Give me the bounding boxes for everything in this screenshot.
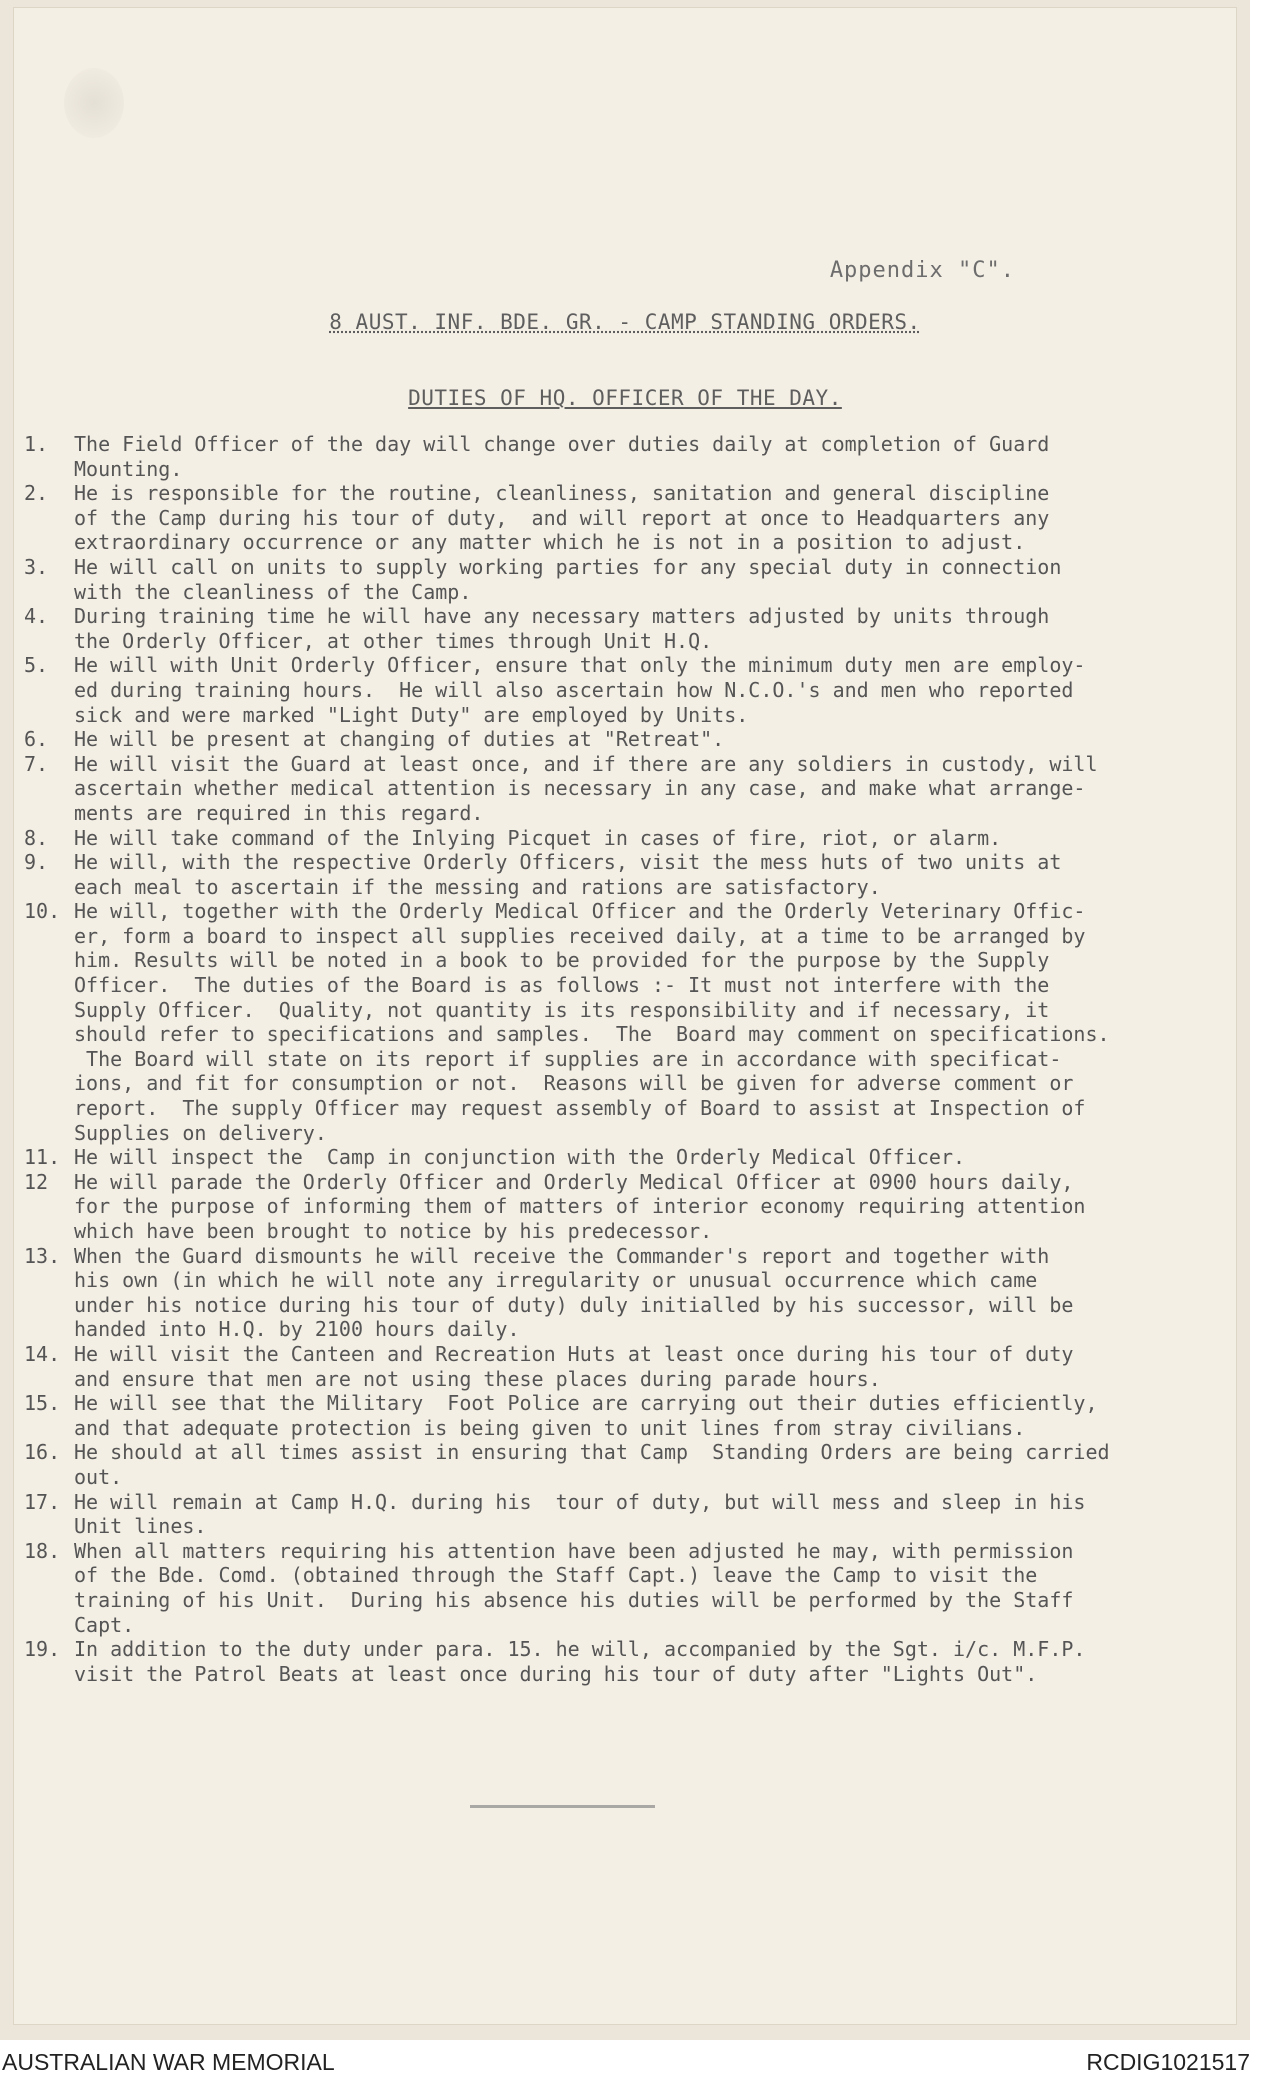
duty-number: 4. xyxy=(24,604,49,629)
duty-text: During training time he will have any necessary matters adjusted by units through the Orderly Officer, at other times through Unit H.Q. xyxy=(74,604,1050,653)
duty-item xyxy=(24,604,1159,653)
duty-item xyxy=(24,1490,1159,1539)
duty-item xyxy=(24,899,1159,1145)
duty-number: 18. xyxy=(24,1538,61,1563)
duty-number: 14. xyxy=(24,1341,61,1366)
duty-item xyxy=(24,1539,1159,1637)
duty-number: 19. xyxy=(24,1637,61,1662)
duty-item xyxy=(24,727,1159,752)
duty-item xyxy=(24,1244,1159,1342)
duty-item xyxy=(24,481,1159,555)
duty-text: He will, together with the Orderly Medical Officer and the Orderly Veterinary Offic- er, form a board to inspect all supplies received daily, at a time to be arranged by him. Results will be noted in a book to be provided for the purpose by the Supply Officer. The duties of the Board is as follows :- It must not interfere with the Supply Officer. Quality, not quantity is its responsibility and if necessary, it should refer to specifications and samples. The Board may comment on specifications. The Board will state on its report if supplies are in accordance with specificat- ions, and fit for consumption or not. Reasons will be given for adverse comment or report. The supply Officer may request assembly of Board to assist at Inspection of Supplies on delivery. xyxy=(74,899,1110,1145)
document-title: 8 AUST. INF. BDE. GR. - CAMP STANDING ORDERS. xyxy=(329,310,921,334)
duty-number: 5. xyxy=(24,653,49,678)
duty-number: 12 xyxy=(24,1169,49,1194)
duty-number: 7. xyxy=(24,751,49,776)
duty-item xyxy=(24,850,1159,899)
duty-text: When all matters requiring his attention have been adjusted he may, with permission of the Bde. Comd. (obtained through the Staff Capt.) leave the Camp to visit the training of his Unit. During his absence his duties will be performed by the Staff Capt. xyxy=(74,1538,1074,1637)
duty-item xyxy=(24,653,1159,727)
duty-item xyxy=(24,752,1159,826)
duty-item xyxy=(24,1170,1159,1244)
duty-text: He will be present at changing of duties at "Retreat". xyxy=(74,727,725,752)
duty-item xyxy=(24,826,1159,851)
duty-text: He will visit the Guard at least once, and if there are any soldiers in custody, will ascertain whether medical attention is necessary in any case, and make what arrange- ments are required in this regard. xyxy=(74,751,1098,825)
duty-number: 6. xyxy=(24,727,49,752)
duty-number: 1. xyxy=(24,432,49,456)
duty-text: He will, with the respective Orderly Officers, visit the mess huts of two units at each meal to ascertain if the messing and rations are satisfactory. xyxy=(74,850,1062,899)
duty-text: The Field Officer of the day will change over duties daily at completion of Guard Mounting. xyxy=(74,432,1050,481)
duty-text: He will take command of the Inlying Picquet in cases of fire, riot, or alarm. xyxy=(74,825,1002,850)
duty-text: He should at all times assist in ensuring that Camp Standing Orders are being carried out. xyxy=(74,1440,1110,1489)
duty-item xyxy=(24,432,1159,481)
duty-number: 10. xyxy=(24,899,61,924)
duty-text: When the Guard dismounts he will receive the Commander's report and together with his own (in which he will note any irregularity or unusual occurrence which came under his notice during his tour of duty) duly initialled by his successor, will be handed into H.Q. by 2100 hours daily. xyxy=(74,1243,1074,1342)
document-subtitle: DUTIES OF HQ. OFFICER OF THE DAY. xyxy=(408,386,842,410)
duty-number: 2. xyxy=(24,481,49,506)
duty-number: 16. xyxy=(24,1440,61,1465)
duty-number: 8. xyxy=(24,825,49,850)
duty-number: 11. xyxy=(24,1145,61,1170)
duty-text: He will remain at Camp H.Q. during his tour of duty, but will mess and sleep in his Unit lines. xyxy=(74,1489,1086,1539)
duty-text: He will with Unit Orderly Officer, ensure that only the minimum duty men are employ- ed during training hours. He will also ascertain how N.C.O.'s and men who reported sick and were marked "Light Duty" are employed by Units. xyxy=(74,653,1086,727)
duty-text: He will parade the Orderly Officer and Orderly Medical Officer at 0900 hours daily, for the purpose of informing them of matters of interior economy requiring attention which have been brought to notice by his predecessor. xyxy=(74,1169,1086,1243)
duty-item xyxy=(24,1637,1159,1686)
duty-item xyxy=(24,555,1159,604)
duty-number: 17. xyxy=(24,1489,61,1514)
duty-number: 9. xyxy=(24,850,49,875)
closing-rule xyxy=(470,1805,655,1808)
footer xyxy=(0,2042,1250,2082)
footer-record-id: RCDIG1021517 xyxy=(1086,2048,1250,2075)
duty-text: He will call on units to supply working parties for any special duty in connection with the cleanliness of the Camp. xyxy=(74,554,1062,604)
duties-list xyxy=(24,432,1159,1686)
paper-stain xyxy=(64,68,124,138)
duty-number: 15. xyxy=(24,1391,61,1416)
duty-item xyxy=(24,1145,1159,1170)
duty-item xyxy=(24,1391,1159,1440)
duty-number: 13. xyxy=(24,1243,61,1268)
duty-item xyxy=(24,1342,1159,1391)
footer-institution: AUSTRALIAN WAR MEMORIAL xyxy=(2,2048,335,2075)
duty-item xyxy=(24,1440,1159,1489)
duty-text: In addition to the duty under para. 15. he will, accompanied by the Sgt. i/c. M.F.P. visit the Patrol Beats at least once during his tour of duty after "Lights Out". xyxy=(74,1637,1086,1686)
duty-text: He will inspect the Camp in conjunction with the Orderly Medical Officer. xyxy=(74,1145,966,1170)
duty-text: He is responsible for the routine, cleanliness, sanitation and general discipline of the Camp during his tour of duty, and will report at once to Headquarters any extraordinary occurrence or any matter which he is not in a position to adjust. xyxy=(74,481,1050,555)
duty-text: He will see that the Military Foot Police are carrying out their duties efficiently, and that adequate protection is being given to unit lines from stray civilians. xyxy=(74,1391,1098,1440)
duty-text: He will visit the Canteen and Recreation Huts at least once during his tour of duty and ensure that men are not using these places during parade hours. xyxy=(74,1341,1074,1391)
appendix-label: Appendix "C". xyxy=(829,258,1015,283)
duty-number: 3. xyxy=(24,554,49,579)
